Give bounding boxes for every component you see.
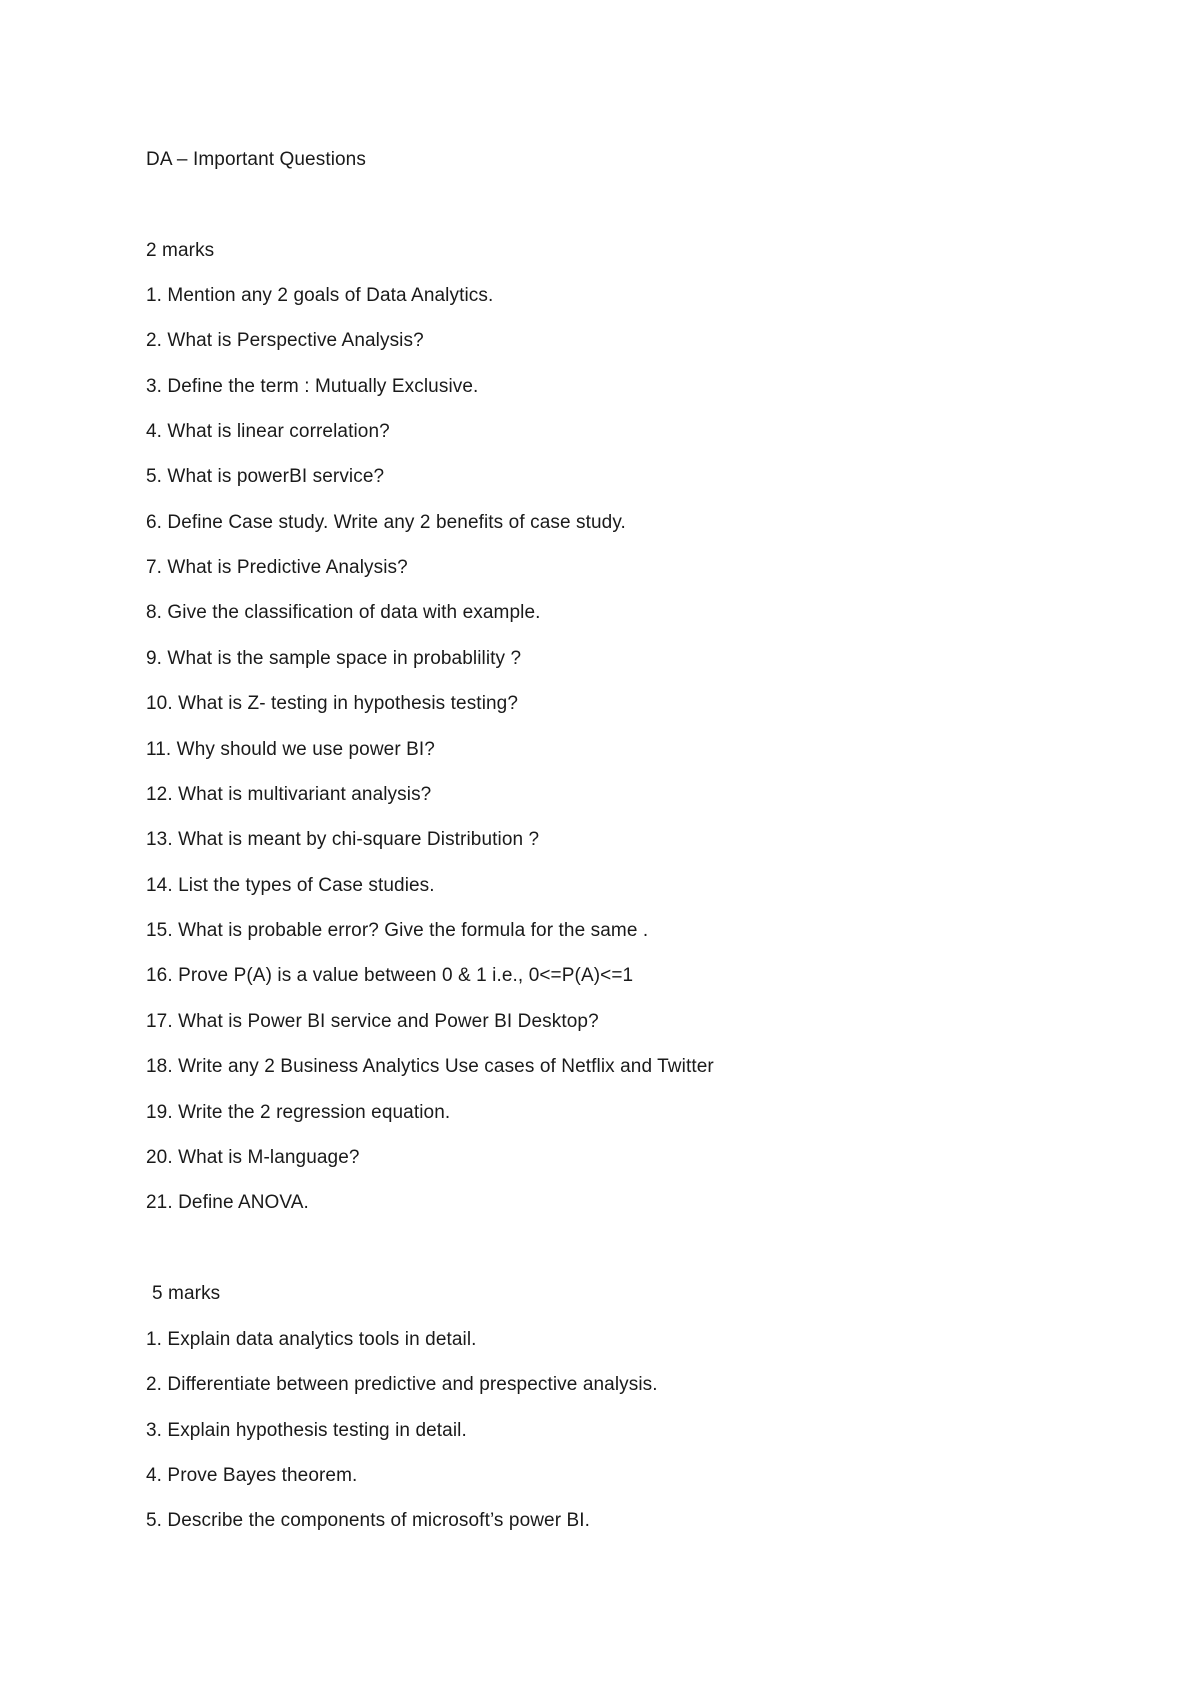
question-2m-21: 21. Define ANOVA. [146, 1192, 309, 1213]
question-2m-1: 1. Mention any 2 goals of Data Analytics. [146, 285, 494, 306]
section-heading-2-marks: 2 marks [146, 240, 215, 261]
section-heading-5-marks: 5 marks [152, 1283, 221, 1304]
question-2m-9: 9. What is the sample space in probablility ? [146, 648, 522, 669]
question-2m-14: 14. List the types of Case studies. [146, 875, 435, 896]
question-5m-1: 1. Explain data analytics tools in detail. [146, 1329, 477, 1350]
question-2m-15: 15. What is probable error? Give the formula for the same . [146, 920, 649, 941]
document-title: DA – Important Questions [146, 149, 366, 170]
question-2m-10: 10. What is Z- testing in hypothesis testing? [146, 693, 519, 714]
question-2m-13: 13. What is meant by chi-square Distribution ? [146, 829, 540, 850]
question-2m-7: 7. What is Predictive Analysis? [146, 557, 408, 578]
question-2m-5: 5. What is powerBI service? [146, 466, 385, 487]
question-2m-4: 4. What is linear correlation? [146, 421, 390, 442]
question-2m-19: 19. Write the 2 regression equation. [146, 1102, 451, 1123]
question-5m-3: 3. Explain hypothesis testing in detail. [146, 1420, 467, 1441]
question-2m-12: 12. What is multivariant analysis? [146, 784, 432, 805]
question-2m-3: 3. Define the term : Mutually Exclusive. [146, 376, 479, 397]
question-2m-11: 11. Why should we use power BI? [146, 739, 435, 760]
question-2m-6: 6. Define Case study. Write any 2 benefits of case study. [146, 512, 626, 533]
question-2m-16: 16. Prove P(A) is a value between 0 & 1 i.e., 0<=P(A)<=1 [146, 965, 634, 986]
question-2m-18: 18. Write any 2 Business Analytics Use cases of Netflix and Twitter [146, 1056, 714, 1077]
question-2m-2: 2. What is Perspective Analysis? [146, 330, 424, 351]
question-2m-8: 8. Give the classification of data with example. [146, 602, 541, 623]
question-2m-17: 17. What is Power BI service and Power BI Desktop? [146, 1011, 599, 1032]
question-5m-2: 2. Differentiate between predictive and prespective analysis. [146, 1374, 658, 1395]
question-5m-5: 5. Describe the components of microsoft’s power BI. [146, 1510, 591, 1531]
question-2m-20: 20. What is M-language? [146, 1147, 360, 1168]
question-5m-4: 4. Prove Bayes theorem. [146, 1465, 358, 1486]
